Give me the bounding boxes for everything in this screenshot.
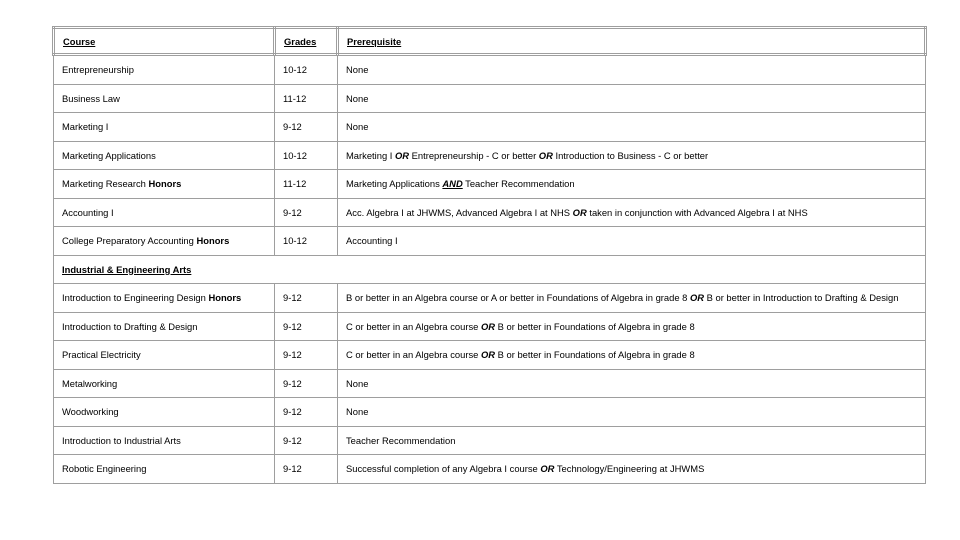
prerequisite-text: Marketing Applications	[346, 178, 443, 190]
prerequisite-text: Marketing I	[346, 149, 395, 161]
table-row	[54, 170, 926, 199]
header-grades: Grades	[275, 28, 338, 55]
course-cell	[54, 455, 275, 484]
prerequisite-text: None	[346, 121, 369, 133]
prerequisite-operator: OR	[540, 463, 555, 475]
prerequisite-text: B or better in Introduction to Drafting & Design	[704, 292, 899, 304]
grades-cell: 9-12	[275, 198, 338, 227]
course-name: Marketing Research	[62, 178, 146, 190]
prerequisite-text: Introduction to Business - C or better	[552, 149, 709, 161]
prerequisite-text: Entrepreneurship - C or better	[409, 149, 539, 161]
course-cell	[54, 284, 275, 313]
prerequisite-text: C or better in an Algebra course	[346, 349, 481, 361]
grades-cell: 9-12	[275, 426, 338, 455]
course-cell	[54, 141, 275, 170]
table-row	[54, 426, 926, 455]
grades-cell: 10-12	[275, 55, 338, 85]
prerequisite-cell	[338, 455, 926, 484]
prerequisite-cell	[338, 426, 926, 455]
table-row	[54, 113, 926, 142]
prerequisite-cell	[338, 198, 926, 227]
prerequisite-text: Successful completion of any Algebra I course	[346, 463, 541, 475]
table-row	[54, 369, 926, 398]
honors-label: Honors	[196, 235, 230, 247]
table-row	[54, 312, 926, 341]
prerequisite-text: None	[346, 377, 369, 389]
prerequisite-cell	[338, 227, 926, 256]
grades-cell: 11-12	[275, 170, 338, 199]
section-row	[54, 255, 926, 284]
prerequisite-cell	[338, 284, 926, 313]
course-cell	[54, 170, 275, 199]
grades-cell: 10-12	[275, 141, 338, 170]
grades-cell: 9-12	[275, 455, 338, 484]
prerequisite-cell	[338, 369, 926, 398]
grades-cell: 9-12	[275, 312, 338, 341]
prerequisite-cell	[338, 141, 926, 170]
course-cell	[54, 113, 275, 142]
course-cell	[54, 84, 275, 113]
prerequisite-cell	[338, 55, 926, 85]
prerequisite-text: taken in conjunction with Advanced Algebra I at NHS	[586, 206, 808, 218]
grades-cell: 11-12	[275, 84, 338, 113]
course-name: Metalworking	[62, 377, 118, 389]
course-name: Entrepreneurship	[62, 64, 134, 76]
course-prerequisite-table	[52, 26, 927, 484]
prerequisite-operator: OR	[572, 206, 587, 218]
grades-cell: 9-12	[275, 398, 338, 427]
prerequisite-operator: OR	[394, 149, 410, 161]
prerequisite-text: B or better in Foundations of Algebra in grade 8	[495, 349, 695, 361]
course-cell	[54, 398, 275, 427]
prerequisite-cell	[338, 170, 926, 199]
prerequisite-text: B or better in an Algebra course or A or better in Foundations of Algebra in grade 8	[346, 292, 690, 304]
course-cell	[54, 312, 275, 341]
course-name: Marketing Applications	[62, 149, 156, 161]
prerequisite-cell	[338, 84, 926, 113]
prerequisite-text: C or better in an Algebra course	[346, 320, 481, 332]
prerequisite-cell	[338, 312, 926, 341]
grades-cell: 9-12	[275, 369, 338, 398]
course-name: Introduction to Engineering Design	[62, 292, 206, 304]
table-body	[54, 55, 926, 484]
prerequisite-operator: OR	[480, 349, 496, 361]
course-cell	[54, 341, 275, 370]
prerequisite-text: Teacher Recommendation	[346, 434, 456, 446]
table-row	[54, 198, 926, 227]
course-name: Robotic Engineering	[62, 463, 147, 475]
table-row	[54, 227, 926, 256]
course-name: Marketing I	[62, 121, 109, 133]
grades-cell: 9-12	[275, 284, 338, 313]
prerequisite-text: Accounting I	[346, 235, 398, 247]
course-name: Business Law	[62, 92, 120, 104]
course-name: Accounting I	[62, 206, 114, 218]
prerequisite-operator: AND	[442, 178, 463, 190]
course-cell	[54, 426, 275, 455]
prerequisite-operator: OR	[538, 149, 553, 161]
course-name: Introduction to Industrial Arts	[62, 434, 181, 446]
prerequisite-cell	[338, 113, 926, 142]
table-header-row	[54, 28, 926, 55]
prerequisite-text: None	[346, 92, 369, 104]
grades-cell: 9-12	[275, 341, 338, 370]
table-row	[54, 84, 926, 113]
table-row	[54, 341, 926, 370]
prerequisite-operator: OR	[689, 292, 705, 304]
header-course: Course	[54, 28, 275, 55]
course-name: Woodworking	[62, 406, 119, 418]
prerequisite-text: B or better in Foundations of Algebra in grade 8	[495, 320, 695, 332]
grades-cell: 10-12	[275, 227, 338, 256]
grades-cell: 9-12	[275, 113, 338, 142]
prerequisite-text: Teacher Recommendation	[462, 178, 575, 190]
table-row	[54, 284, 926, 313]
honors-label: Honors	[208, 292, 242, 304]
honors-label: Honors	[148, 178, 182, 190]
course-cell	[54, 198, 275, 227]
prerequisite-text: Acc. Algebra I at JHWMS, Advanced Algebra I at NHS	[346, 206, 573, 218]
course-name: Practical Electricity	[62, 349, 141, 361]
header-prerequisite: Prerequisite	[338, 28, 926, 55]
section-title: Industrial & Engineering Arts	[54, 255, 926, 284]
table-row	[54, 141, 926, 170]
prerequisite-text: Technology/Engineering at JHWMS	[554, 463, 705, 475]
prerequisite-text: None	[346, 64, 369, 76]
table-row	[54, 455, 926, 484]
prerequisite-cell	[338, 398, 926, 427]
table-row	[54, 55, 926, 85]
course-name: College Preparatory Accounting	[62, 235, 194, 247]
course-cell	[54, 227, 275, 256]
prerequisite-operator: OR	[480, 320, 496, 332]
course-cell	[54, 369, 275, 398]
prerequisite-cell	[338, 341, 926, 370]
course-name: Introduction to Drafting & Design	[62, 320, 198, 332]
table-row	[54, 398, 926, 427]
course-cell	[54, 55, 275, 85]
prerequisite-text: None	[346, 406, 369, 418]
